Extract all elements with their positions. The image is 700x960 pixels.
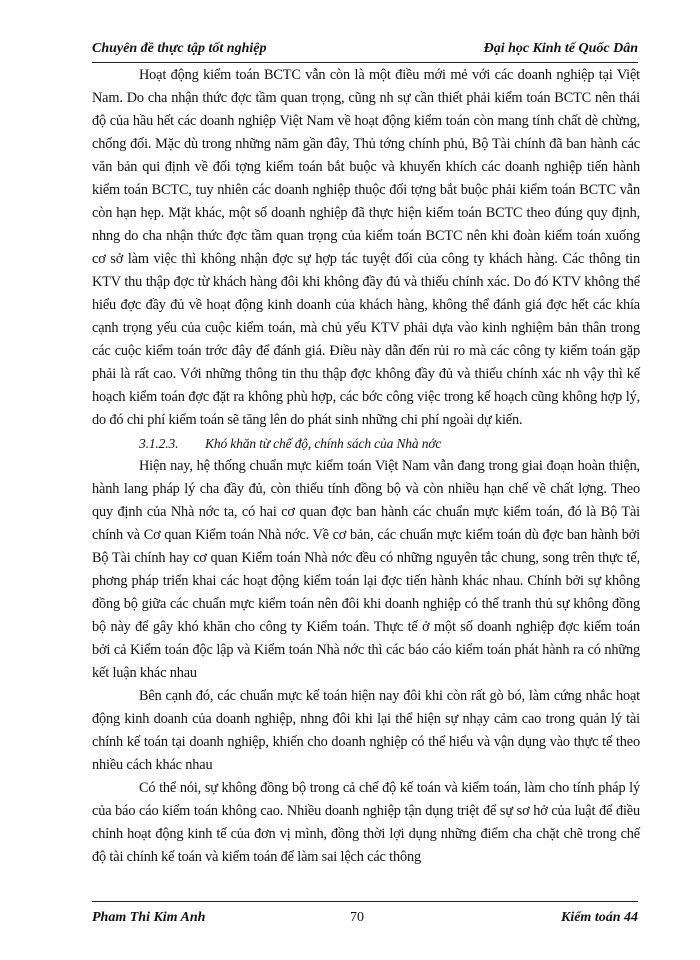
footer-class: Kiểm toán 44	[560, 910, 638, 925]
page-footer	[92, 901, 638, 932]
header-title: Chuyên đề thực tập tốt nghiệp	[92, 41, 267, 56]
subsection-heading	[92, 432, 640, 455]
header-university: Đại học Kinh tế Quốc Dân	[483, 41, 638, 56]
paragraph-1: Hoạt động kiểm toán BCTC vẫn còn là một điều mới mẻ với các doanh nghiệp tại Việt Nam. Do cha nhận thức đợc tầm quan trọng, cũng nh sự cần thiết phải kiểm toán BCTC nên thái độ của hầu hết các doanh nghiệp Việt Nam về hoạt động kiểm toán còn mang tính chất dè chừng, chống đối. Mặc dù trong những năm gần đây, Thủ tớng chính phủ, Bộ Tài chính đã ban hành các văn bản qui định về đối tợng kiểm toán bắt buộc và khuyến khích các doanh nghiệp tiến hành kiểm toán BCTC, tuy nhiên các doanh nghiệp thuộc đối tợng bắt buộc phải kiểm toán BCTC vẫn còn hạn hẹp. Mặt khác, một số doanh nghiệp đã thực hiện kiểm toán BCTC theo đúng quy định, nhng do cha nhận thức đợc tầm quan trọng của kiểm toán BCTC nên khi đoàn kiểm toán xuống cơ sở làm việc thì không nhận đợc sự hợp tác tuyệt đối của công ty khách hàng. Các thông tin KTV thu thập đợc từ khách hàng đôi khi không đầy đủ và thiếu chính xác. Do đó KTV không thể hiểu đợc đầy đủ về hoạt động kinh doanh của khách hàng, không thể đánh giá đợc hết các khía cạnh trọng yếu của cuộc kiểm toán, mà chủ yếu KTV phải dựa vào kinh nghiệm bản thân trong các cuộc kiểm toán trớc đây để đánh giá. Điều này dẫn đến rủi ro mà các công ty kiểm toán gặp phải là rất cao. Với những thông tin thu thập đợc không đầy đủ và thiếu chính xác nh vậy thì kế hoạch kiểm toán đợc đặt ra không phù hợp, các bớc công việc trong kế hoạch cũng không hợp lý, do đó chi phí kiểm toán sẽ tăng lên do phát sinh những chi phí ngoài dự kiến.	[92, 67, 640, 428]
footer-author: Pham Thi Kim Anh	[92, 910, 206, 925]
subsection-title: Khó khăn từ chế độ, chính sách của Nhà nớc	[205, 436, 442, 451]
subsection-number: 3.1.2.3.	[139, 436, 179, 451]
paragraph-3: Bên cạnh đó, các chuẩn mực kế toán hiện nay đôi khi còn rất gò bó, làm cứng nhắc hoạt động kinh doanh của doanh nghiệp, nhng đôi khi lại thể hiện sự nhạy cảm cao trong quản lý tài chính kế toán tại doanh nghiệp, khiến cho doanh nghiệp có thể hiểu và vận dụng vào thực tế theo nhiều cách khác nhau	[92, 688, 640, 773]
page-header	[92, 38, 638, 63]
page-number: 70	[350, 910, 364, 925]
paragraph-2: Hiện nay, hệ thống chuẩn mực kiểm toán Việt Nam vẫn đang trong giai đoạn hoàn thiện, hành lang pháp lý cha đầy đủ, còn thiếu tính đồng bộ và còn nhiều hạn chế về chất lợng. Theo quy định của Nhà nớc ta, có hai cơ quan đợc ban hành các chuẩn mực kiểm toán, đó là Bộ Tài chính và Cơ quan Kiểm toán Nhà nớc. Về cơ bản, các chuẩn mực kiểm toán dù đợc ban hành bởi Bộ Tài chính hay cơ quan Kiểm toán Nhà nớc đều có những nguyên tắc chung, song trên thực tế, phơng pháp triển khai các hoạt động kiểm toán lại đợc tiến hành khác nhau. Chính bởi sự không đồng bộ giữa các chuẩn mực kiểm toán nên đôi khi doanh nghiệp có thể tranh thủ sự không đồng bộ này để gây khó khăn cho công ty Kiểm toán. Thực tế ở một số doanh nghiệp đợc kiểm toán bởi cả Kiểm toán độc lập và Kiểm toán Nhà nớc thì các báo cáo kiểm toán phát hành ra có những kết luận khác nhau	[92, 458, 640, 681]
paragraph-4: Có thể nói, sự không đồng bộ trong cả chế độ kế toán và kiểm toán, làm cho tính pháp lý của báo cáo kiểm toán không cao. Nhiều doanh nghiệp tận dụng triệt để sự sơ hở của luật để điều chỉnh hoạt động kinh tế của đơn vị mình, đồng thời lợi dụng những điểm cha chặt chẽ trong chế độ tài chính kế toán và kiểm toán để làm sai lệch các thông	[92, 780, 640, 865]
page-body	[92, 64, 640, 869]
